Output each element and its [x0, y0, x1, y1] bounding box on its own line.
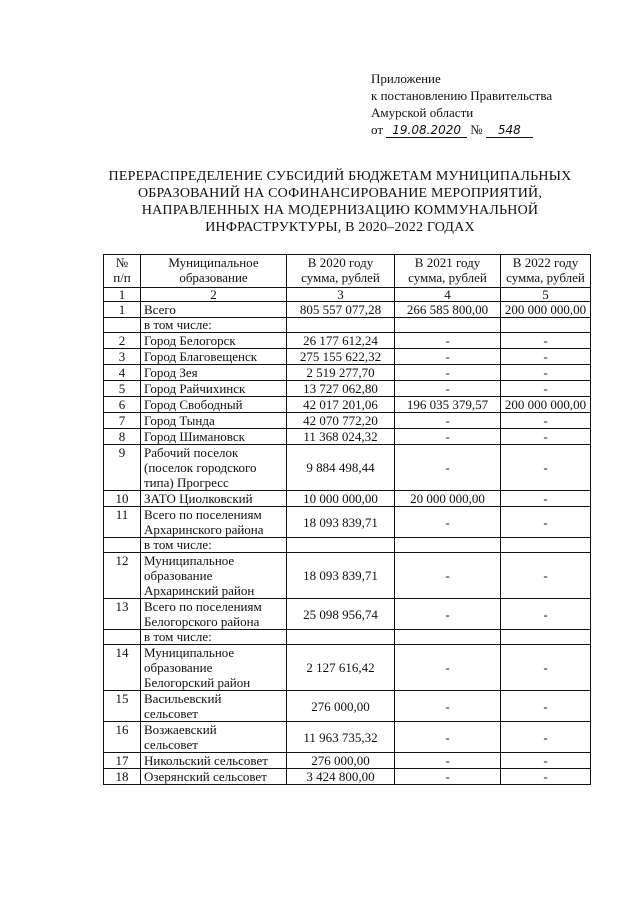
table-body [104, 302, 591, 785]
table-row [104, 413, 591, 429]
municipality-name [141, 645, 287, 691]
amount-2020: 805 557 077,28 [287, 302, 395, 318]
municipality-name [141, 753, 287, 769]
amount-2020: 11 963 735,32 [287, 722, 395, 753]
municipality-name-line: Город Белогорск [144, 333, 236, 348]
table-row [104, 349, 591, 365]
amount-2022: - [501, 445, 591, 491]
municipality-name-line: Никольский сельсовет [144, 753, 268, 768]
municipality-name-line: Рабочий поселок [144, 445, 239, 460]
col-number-5: 5 [501, 288, 591, 302]
amount-2022: - [501, 413, 591, 429]
amount-2022: 200 000 000,00 [501, 302, 591, 318]
table-row [104, 645, 591, 691]
municipality-name [141, 722, 287, 753]
table-row [104, 553, 591, 599]
municipality-name [141, 553, 287, 599]
amount-2021: - [395, 599, 501, 630]
amount-2021: - [395, 507, 501, 538]
amount-2022: - [501, 722, 591, 753]
col-number-4: 4 [395, 288, 501, 302]
title-line-4: ИНФРАСТРУКТУРЫ, В 2020–2022 ГОДАХ [205, 220, 475, 235]
amount-2021: 266 585 800,00 [395, 302, 501, 318]
amount-2022 [501, 318, 591, 333]
amount-2021: - [395, 769, 501, 785]
municipality-name-line: Город Шимановск [144, 429, 245, 444]
appendix-line-3: Амурской области [371, 105, 474, 120]
amount-2021: 196 035 379,57 [395, 397, 501, 413]
row-number [104, 318, 141, 333]
amount-2021: - [395, 691, 501, 722]
municipality-name [141, 599, 287, 630]
amount-2020 [287, 318, 395, 333]
amount-2021: - [395, 365, 501, 381]
municipality-name-line: Город Райчихинск [144, 381, 246, 396]
amount-2020 [287, 538, 395, 553]
municipality-name-line: Возжаевский [144, 722, 217, 737]
municipality-name-line: образование [144, 568, 213, 583]
amount-2021: - [395, 381, 501, 397]
amount-2022 [501, 630, 591, 645]
amount-2020: 25 098 956,74 [287, 599, 395, 630]
municipality-name-line: Муниципальное [144, 645, 235, 660]
municipality-name [141, 507, 287, 538]
row-number: 12 [104, 553, 141, 599]
number-value: 548 [486, 123, 533, 138]
row-number: 10 [104, 491, 141, 507]
amount-2020: 9 884 498,44 [287, 445, 395, 491]
amount-2021: - [395, 722, 501, 753]
amount-2022: - [501, 333, 591, 349]
appendix-line-2: к постановлению Правительства [371, 88, 553, 103]
municipality-name-line: образование [144, 660, 213, 675]
municipality-name-line: Архаринского района [144, 522, 264, 537]
municipality-name [141, 445, 287, 491]
appendix-block [371, 70, 552, 138]
date-value: 19.08.2020 [386, 123, 467, 138]
amount-2020: 2 519 277,70 [287, 365, 395, 381]
column-number-row [104, 288, 591, 302]
amount-2022: - [501, 553, 591, 599]
appendix-line-1: Приложение [371, 71, 441, 86]
col-number-3: 3 [287, 288, 395, 302]
row-number [104, 538, 141, 553]
row-number: 14 [104, 645, 141, 691]
municipality-name-line: ЗАТО Циолковский [144, 491, 253, 506]
row-number: 7 [104, 413, 141, 429]
municipality-name-line: (поселок городского [144, 460, 257, 475]
amount-2022: - [501, 429, 591, 445]
amount-2020: 2 127 616,42 [287, 645, 395, 691]
amount-2022: - [501, 349, 591, 365]
municipality-name [141, 365, 287, 381]
municipality-name-line: Муниципальное [144, 553, 235, 568]
row-number: 15 [104, 691, 141, 722]
row-number: 17 [104, 753, 141, 769]
header-municipality: Муниципальное образование [141, 255, 287, 288]
amount-2022: - [501, 753, 591, 769]
municipality-name-line: Озерянский сельсовет [144, 769, 267, 784]
table-row [104, 753, 591, 769]
table-header-row [104, 255, 591, 288]
table-row [104, 691, 591, 722]
col-number-2: 2 [141, 288, 287, 302]
amount-2020: 18 093 839,71 [287, 507, 395, 538]
amount-2021: - [395, 645, 501, 691]
municipality-name-line: типа) Прогресс [144, 475, 229, 490]
table-row [104, 599, 591, 630]
row-number: 3 [104, 349, 141, 365]
municipality-name [141, 349, 287, 365]
amount-2021 [395, 630, 501, 645]
table-row [104, 722, 591, 753]
amount-2022: - [501, 507, 591, 538]
amount-2021: 20 000 000,00 [395, 491, 501, 507]
amount-2020: 26 177 612,24 [287, 333, 395, 349]
municipality-name-line: в том числе: [144, 317, 212, 332]
header-2022: В 2022 году сумма, рублей [501, 255, 591, 288]
amount-2021: - [395, 553, 501, 599]
row-number: 9 [104, 445, 141, 491]
municipality-name-line: Город Благовещенск [144, 349, 258, 364]
document-title [100, 168, 580, 236]
municipality-name [141, 381, 287, 397]
amount-2021 [395, 318, 501, 333]
amount-2020: 275 155 622,32 [287, 349, 395, 365]
date-prefix: от [371, 122, 384, 137]
table-row [104, 365, 591, 381]
amount-2022: - [501, 599, 591, 630]
number-label: № [470, 122, 483, 137]
amount-2021: - [395, 445, 501, 491]
row-number: 8 [104, 429, 141, 445]
municipality-name [141, 491, 287, 507]
amount-2021: - [395, 349, 501, 365]
table-row [104, 429, 591, 445]
municipality-name-line: сельсовет [144, 706, 198, 721]
amount-2022: 200 000 000,00 [501, 397, 591, 413]
row-number: 11 [104, 507, 141, 538]
amount-2022: - [501, 381, 591, 397]
table-row [104, 491, 591, 507]
amount-2020: 3 424 800,00 [287, 769, 395, 785]
col-number-1: 1 [104, 288, 141, 302]
amount-2020: 10 000 000,00 [287, 491, 395, 507]
header-num: № п/п [104, 255, 141, 288]
municipality-name [141, 333, 287, 349]
municipality-name-line: сельсовет [144, 737, 198, 752]
row-number: 18 [104, 769, 141, 785]
municipality-name-line: в том числе: [144, 629, 212, 644]
table-row [104, 445, 591, 491]
title-line-3: НАПРАВЛЕННЫХ НА МОДЕРНИЗАЦИЮ КОММУНАЛЬНОЙ [141, 203, 539, 218]
title-line-1: ПЕРЕРАСПРЕДЕЛЕНИЕ СУБСИДИЙ БЮДЖЕТАМ МУНИЦИПАЛЬНЫХ [108, 169, 572, 184]
table-row [104, 630, 591, 645]
municipality-name-line: Всего по поселениям [144, 507, 262, 522]
municipality-name-line: Белогорского района [144, 614, 260, 629]
municipality-name [141, 302, 287, 318]
row-number: 5 [104, 381, 141, 397]
table-row [104, 302, 591, 318]
municipality-name-line: Город Зея [144, 365, 198, 380]
amount-2021: - [395, 413, 501, 429]
row-number: 16 [104, 722, 141, 753]
municipality-name-line: Архаринский район [144, 583, 255, 598]
amount-2021: - [395, 753, 501, 769]
row-number: 1 [104, 302, 141, 318]
amount-2020: 276 000,00 [287, 691, 395, 722]
header-2021: В 2021 году сумма, рублей [395, 255, 501, 288]
subsidy-table [103, 254, 591, 785]
amount-2022: - [501, 691, 591, 722]
municipality-name-line: Город Свободный [144, 397, 243, 412]
row-number: 13 [104, 599, 141, 630]
amount-2020: 18 093 839,71 [287, 553, 395, 599]
amount-2021: - [395, 333, 501, 349]
table-row [104, 381, 591, 397]
municipality-name [141, 691, 287, 722]
amount-2020: 42 070 772,20 [287, 413, 395, 429]
row-number: 6 [104, 397, 141, 413]
amount-2020: 13 727 062,80 [287, 381, 395, 397]
municipality-name-line: Всего [144, 302, 176, 317]
amount-2020: 276 000,00 [287, 753, 395, 769]
amount-2021: - [395, 429, 501, 445]
municipality-name-line: Город Тында [144, 413, 215, 428]
amount-2020: 42 017 201,06 [287, 397, 395, 413]
municipality-name-line: Всего по поселениям [144, 599, 262, 614]
row-number: 2 [104, 333, 141, 349]
municipality-name [141, 413, 287, 429]
amount-2020 [287, 630, 395, 645]
amount-2022: - [501, 645, 591, 691]
municipality-name [141, 318, 287, 333]
municipality-name [141, 397, 287, 413]
municipality-name [141, 630, 287, 645]
table-row [104, 318, 591, 333]
row-number: 4 [104, 365, 141, 381]
municipality-name-line: в том числе: [144, 537, 212, 552]
municipality-name-line: Белогорский район [144, 675, 251, 690]
amount-2022 [501, 538, 591, 553]
title-line-2: ОБРАЗОВАНИЙ НА СОФИНАНСИРОВАНИЕ МЕРОПРИЯТИЙ, [137, 186, 543, 201]
table-row [104, 507, 591, 538]
row-number [104, 630, 141, 645]
municipality-name [141, 429, 287, 445]
table-row [104, 333, 591, 349]
amount-2021 [395, 538, 501, 553]
appendix-date-line [371, 121, 552, 138]
amount-2022: - [501, 491, 591, 507]
header-2020: В 2020 году сумма, рублей [287, 255, 395, 288]
amount-2020: 11 368 024,32 [287, 429, 395, 445]
amount-2022: - [501, 365, 591, 381]
table-row [104, 769, 591, 785]
table-row [104, 397, 591, 413]
table-row [104, 538, 591, 553]
municipality-name [141, 538, 287, 553]
amount-2022: - [501, 769, 591, 785]
municipality-name [141, 769, 287, 785]
municipality-name-line: Васильевский [144, 691, 222, 706]
